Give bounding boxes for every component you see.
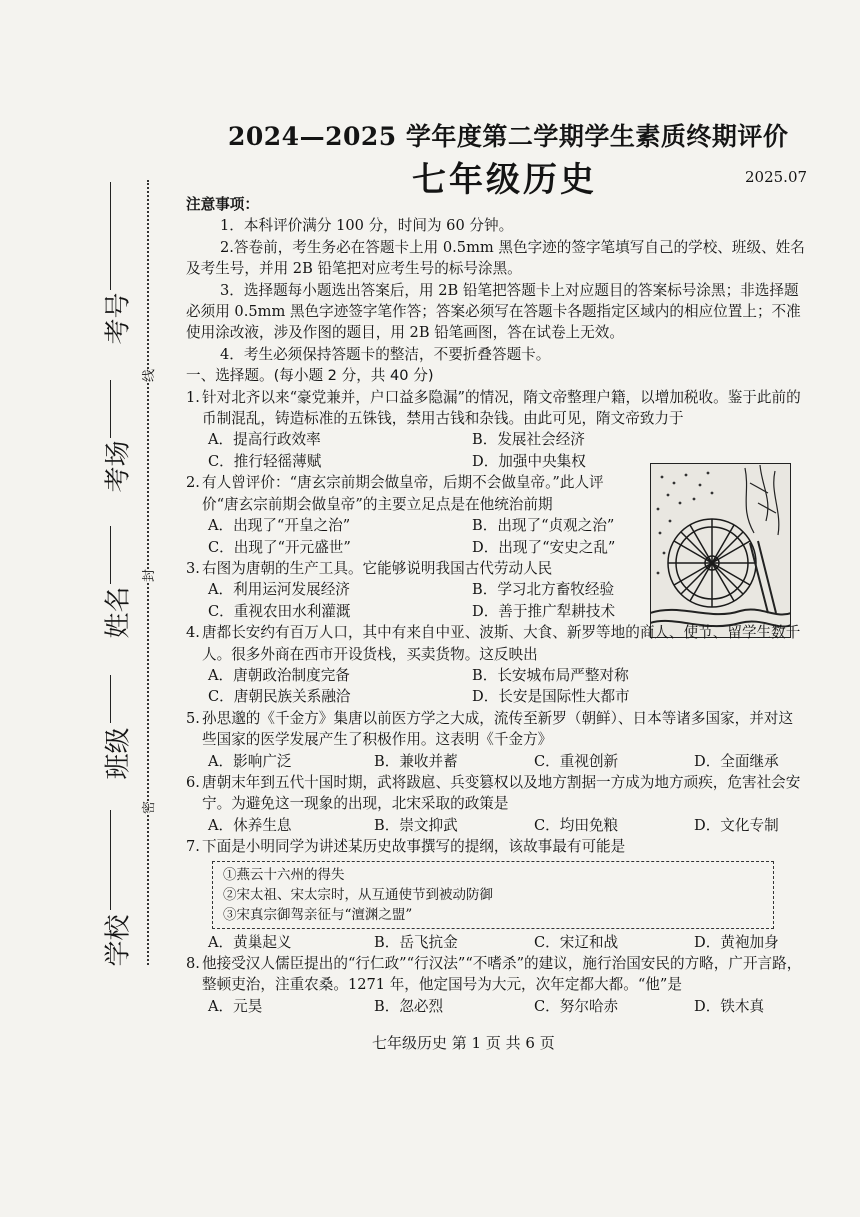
subject-title: 七年级历史 (412, 160, 597, 200)
question-number: 1. (186, 388, 200, 406)
option-a[interactable]: A．影响广泛 (208, 752, 292, 770)
cut-word-seal: 封 (138, 569, 157, 582)
option-d[interactable]: D．长安是国际性大都市 (472, 688, 630, 706)
notes-title: 注意事项： (186, 196, 259, 213)
question-4 (186, 622, 806, 665)
option-a[interactable]: A．休养生息 (208, 816, 292, 834)
question-6-options (186, 815, 806, 836)
class-label: 班级 (103, 727, 134, 780)
question-text: 有人曾评价：“唐玄宗前期会做皇帝，后期不会做皇帝。”此人评价“唐玄宗前期会做皇帝”的主要立足点是在他统治前期 (202, 474, 604, 513)
question-number: 4. (186, 624, 200, 642)
option-d[interactable]: D．善于推广犁耕技术 (472, 602, 616, 620)
option-a[interactable]: A．提高行政效率 (208, 431, 321, 449)
option-d[interactable]: D．出现了“安史之乱” (472, 538, 616, 556)
question-3 (186, 558, 634, 579)
option-a[interactable]: A．黄巢起义 (208, 933, 292, 951)
school-year-title: 2024—2025 学年度第二学期学生素质终期评价 (228, 122, 789, 151)
option-c[interactable]: C．宋辽和战 (534, 933, 619, 951)
note-item: 4．考生必须保持答题卡的整洁，不要折叠答题卡。 (220, 345, 551, 363)
question-2-options (186, 515, 806, 558)
question-6 (186, 772, 806, 815)
outline-item: ①燕云十六州的得失 (223, 866, 345, 883)
option-b[interactable]: B．出现了“贞观之治” (472, 517, 615, 535)
option-a[interactable]: A．出现了“开皇之治” (208, 517, 351, 535)
option-d[interactable]: D．黄袍加身 (694, 933, 779, 951)
option-b[interactable]: B．学习北方畜牧经验 (472, 581, 615, 599)
question-1 (186, 387, 806, 430)
question-text: 唐朝末年到五代十国时期，武将跋扈、兵变篡权以及地方割据一方成为地方顽疾，危害社会安宁。为避免这一现象的出现，北宋采取的政策是 (202, 773, 801, 813)
option-a[interactable]: A．唐朝政治制度完备 (208, 666, 350, 684)
section-title: 一、选择题。(每小题 2 分，共 40 分) (186, 367, 434, 385)
cut-word-secret: 密 (138, 801, 157, 814)
question-3-options (186, 579, 806, 622)
question-2 (186, 472, 634, 515)
exam-number-blank[interactable] (110, 182, 111, 290)
option-a[interactable]: A．利用运河发展经济 (208, 581, 350, 599)
question-5-options (186, 751, 806, 772)
option-b[interactable]: B．发展社会经济 (472, 431, 585, 449)
note-item: 2.答卷前，考生务必在答题卡上用 0.5mm 黑色字迹的签字笔填写自己的学校、班级、姓名及考生号，并用 2B 铅笔把对应考生号的标号涂黑。 (186, 238, 805, 278)
option-d[interactable]: D．加强中央集权 (472, 452, 586, 470)
note-item: 3．选择题每小题选出答案后，用 2B 铅笔把答题卡上对应题目的答案标号涂黑；非选择题必须用 0.5mm 黑色字迹签字笔作答；答案必须写在答题卡各题指定区域内的相应位置上；不准使用涂改液，涉及作图的题目，用 2B 铅笔画图，答在试卷上无效。 (186, 281, 801, 342)
option-c[interactable]: C．重视创新 (534, 752, 619, 770)
page-footer: 七年级历史 第 1 页 共 6 页 (372, 1034, 555, 1052)
question-number: 3. (186, 559, 200, 577)
question-text: 下面是小明同学为讲述某历史故事撰写的提纲，该故事最有可能是 (202, 838, 626, 856)
option-b[interactable]: B．岳飞抗金 (374, 933, 458, 951)
option-b[interactable]: B．长安城布局严整对称 (472, 666, 629, 684)
outline-item: ②宋太祖、宋太宗时，从互通使节到被动防御 (223, 886, 493, 903)
question-7-options (186, 932, 806, 953)
option-c[interactable]: C．出现了“开元盛世” (208, 538, 351, 556)
exam-room-label: 考场 (103, 440, 134, 493)
exam-date: 2025.07 (745, 168, 808, 186)
question-text: 孙思邈的《千金方》集唐以前医方学之大成，流传至新罗（朝鲜）、日本等诸多国家，并对这些国家的医学发展产生了积极作用。这表明《千金方》 (202, 709, 794, 749)
question-8 (186, 953, 806, 996)
question-8-options (186, 996, 806, 1017)
class-blank[interactable] (110, 675, 111, 723)
option-b[interactable]: B．兼收并蓄 (374, 752, 458, 770)
name-label: 姓名 (103, 586, 134, 639)
outline-box (212, 861, 774, 929)
question-number: 6. (186, 773, 200, 791)
option-c[interactable]: C．努尔哈赤 (534, 997, 619, 1015)
question-number: 7. (186, 838, 200, 856)
option-c[interactable]: C．推行轻徭薄赋 (208, 452, 322, 470)
school-blank[interactable] (110, 810, 111, 910)
option-d[interactable]: D．全面继承 (694, 752, 779, 770)
question-number: 8. (186, 955, 200, 972)
note-item: 1．本科评价满分 100 分，时间为 60 分钟。 (220, 217, 514, 235)
option-d[interactable]: D．铁木真 (694, 997, 765, 1015)
school-label: 学校 (103, 914, 134, 967)
option-b[interactable]: B．忽必烈 (374, 997, 444, 1015)
option-c[interactable]: C．重视农田水利灌溉 (208, 602, 351, 620)
question-7 (186, 836, 806, 857)
question-5 (186, 708, 806, 751)
exam-content (186, 194, 806, 1017)
cut-word-line: 线 (138, 369, 157, 382)
outline-item: ③宋真宗御驾亲征与“澶渊之盟” (223, 906, 413, 923)
exam-number-label: 考号 (103, 292, 134, 345)
question-text: 针对北齐以来“豪党兼并，户口益多隐漏”的情况，隋文帝整理户籍，以增加税收。鉴于此前的币制混乱，铸造标准的五铢钱，禁用古钱和杂钱。由此可见，隋文帝致力于 (202, 388, 801, 428)
option-c[interactable]: C．唐朝民族关系融洽 (208, 688, 351, 706)
question-text: 他接受汉人儒臣提出的“行仁政”“行汉法”“不嗜杀”的建议，施行治国安民的方略，广开言路，整顿吏治，注重农桑。1271 年，他定国号为大元，次年定都大都。“他”是 (202, 955, 802, 994)
question-4-options (186, 665, 806, 708)
question-text: 右图为唐朝的生产工具。它能够说明我国古代劳动人民 (202, 559, 553, 577)
option-c[interactable]: C．均田免粮 (534, 816, 619, 834)
option-a[interactable]: A．元昊 (208, 997, 263, 1015)
exam-room-blank[interactable] (110, 380, 111, 438)
question-number: 5. (186, 709, 200, 727)
option-d[interactable]: D．文化专制 (694, 816, 779, 834)
question-1-options (186, 429, 806, 472)
name-blank[interactable] (110, 526, 111, 584)
option-b[interactable]: B．崇文抑武 (374, 816, 458, 834)
question-text: 唐都长安约有百万人口，其中有来自中亚、波斯、大食、新罗等地的商人、使节、留学生数千人。很多外商在西市开设货栈，买卖货物。这反映出 (202, 624, 801, 663)
question-number: 2. (186, 474, 200, 492)
